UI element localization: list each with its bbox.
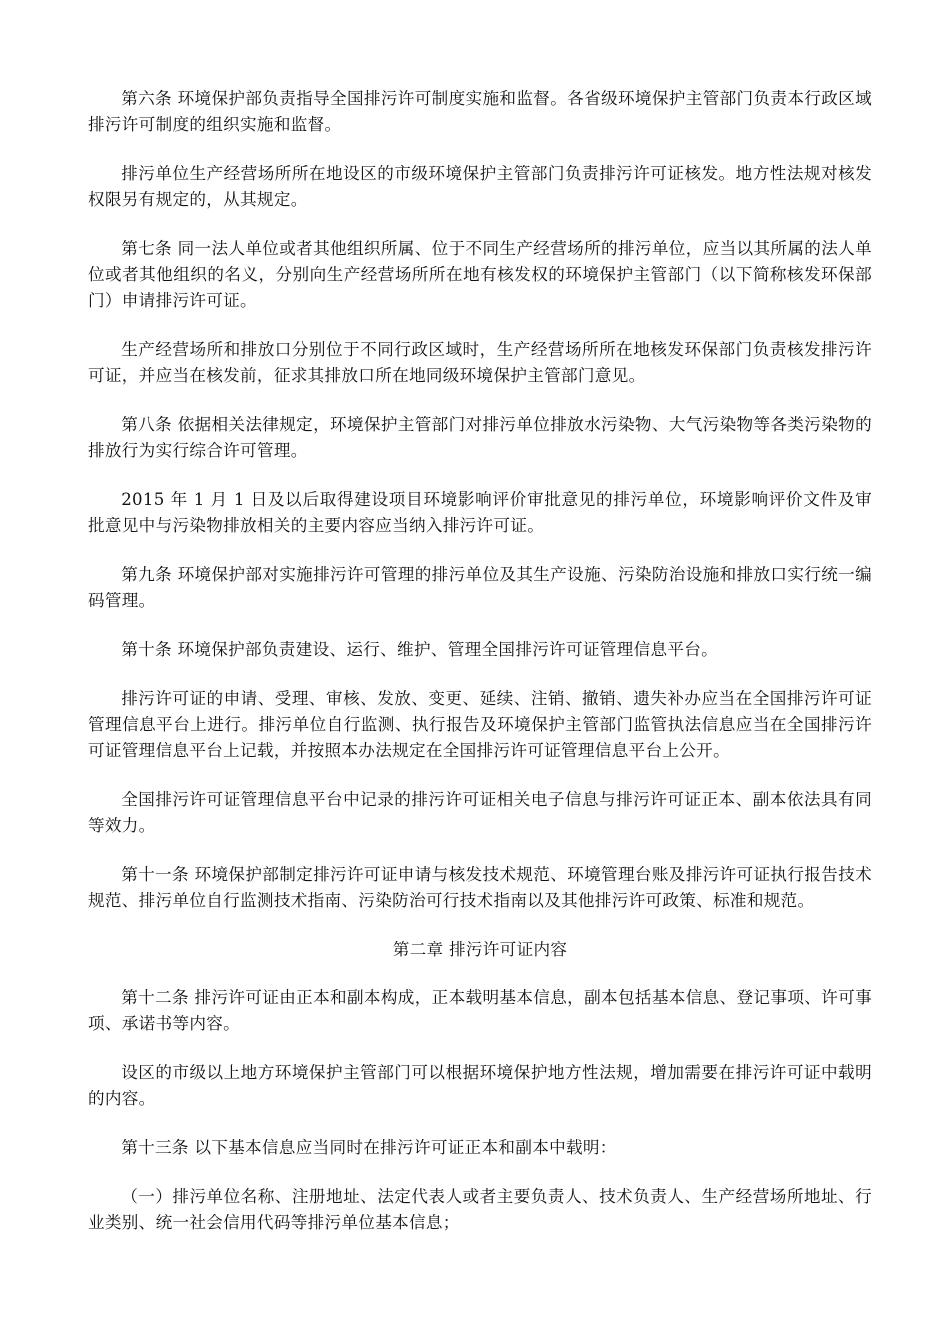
paragraph-article-6: 第六条 环境保护部负责指导全国排污许可制度实施和监督。各省级环境保护主管部门负责本行政区域排污许可制度的组织实施和监督。 xyxy=(88,89,872,134)
paragraph-article-12-local: 设区的市级以上地方环境保护主管部门可以根据环境保护地方性法规，增加需要在排污许可证中载明的内容。 xyxy=(88,1063,872,1108)
paragraph-article-10-platform: 排污许可证的申请、受理、审核、发放、变更、延续、注销、撤销、遗失补办应当在全国排污许可证管理信息平台上进行。排污单位自行监测、执行报告及环境保护主管部门监管执法信息应当在全国排污许可证管理信息平台上记载，并按照本办法规定在全国排污许可证管理信息平台上公开。 xyxy=(88,689,872,760)
chapter-heading: 第二章 排污许可证内容 xyxy=(392,940,568,959)
paragraph-article-9: 第九条 环境保护部对实施排污许可管理的排污单位及其生产设施、污染防治设施和排放口实行统一编码管理。 xyxy=(88,565,872,610)
paragraph-article-11: 第十一条 环境保护部制定排污许可证申请与核发技术规范、环境管理台账及排污许可证执行报告技术规范、排污单位自行监测技术指南、污染防治可行技术指南以及其他排污许可政策、标准和规范。 xyxy=(88,865,872,910)
paragraph-article-10-validity: 全国排污许可证管理信息平台中记录的排污许可证相关电子信息与排污许可证正本、副本依法具有同等效力。 xyxy=(88,790,872,835)
paragraph-article-8: 第八条 依据相关法律规定，环境保护主管部门对排污单位排放水污染物、大气污染物等各类污染物的排放行为实行综合许可管理。 xyxy=(88,415,872,460)
paragraph-article-7-cross-region: 生产经营场所和排放口分别位于不同行政区域时，生产经营场所所在地核发环保部门负责核发排污许可证，并应当在核发前，征求其排放口所在地同级环境保护主管部门意见。 xyxy=(88,340,872,385)
paragraph-article-12: 第十二条 排污许可证由正本和副本构成，正本载明基本信息，副本包括基本信息、登记事项、许可事项、承诺书等内容。 xyxy=(88,988,872,1033)
paragraph-article-6-issuance: 排污单位生产经营场所所在地设区的市级环境保护主管部门负责排污许可证核发。地方性法规对核发权限另有规定的，从其规定。 xyxy=(88,164,872,209)
paragraph-article-13-item-1: （一）排污单位名称、注册地址、法定代表人或者主要负责人、技术负责人、生产经营场所地址、行业类别、统一社会信用代码等排污单位基本信息； xyxy=(88,1187,872,1232)
paragraph-article-7: 第七条 同一法人单位或者其他组织所属、位于不同生产经营场所的排污单位，应当以其所属的法人单位或者其他组织的名义，分别向生产经营场所所在地有核发权的环境保护主管部门（以下简称核发环保部门）申请排污许可证。 xyxy=(88,239,872,310)
document-page xyxy=(88,86,872,1259)
paragraph-article-13: 第十三条 以下基本信息应当同时在排污许可证正本和副本中载明： xyxy=(121,1138,617,1157)
paragraph-article-10: 第十条 环境保护部负责建设、运行、维护、管理全国排污许可证管理信息平台。 xyxy=(121,640,719,659)
paragraph-article-8-eia: 2015 年 1 月 1 日及以后取得建设项目环境影响评价审批意见的排污单位，环境影响评价文件及审批意见中与污染物排放相关的主要内容应当纳入排污许可证。 xyxy=(88,490,872,535)
